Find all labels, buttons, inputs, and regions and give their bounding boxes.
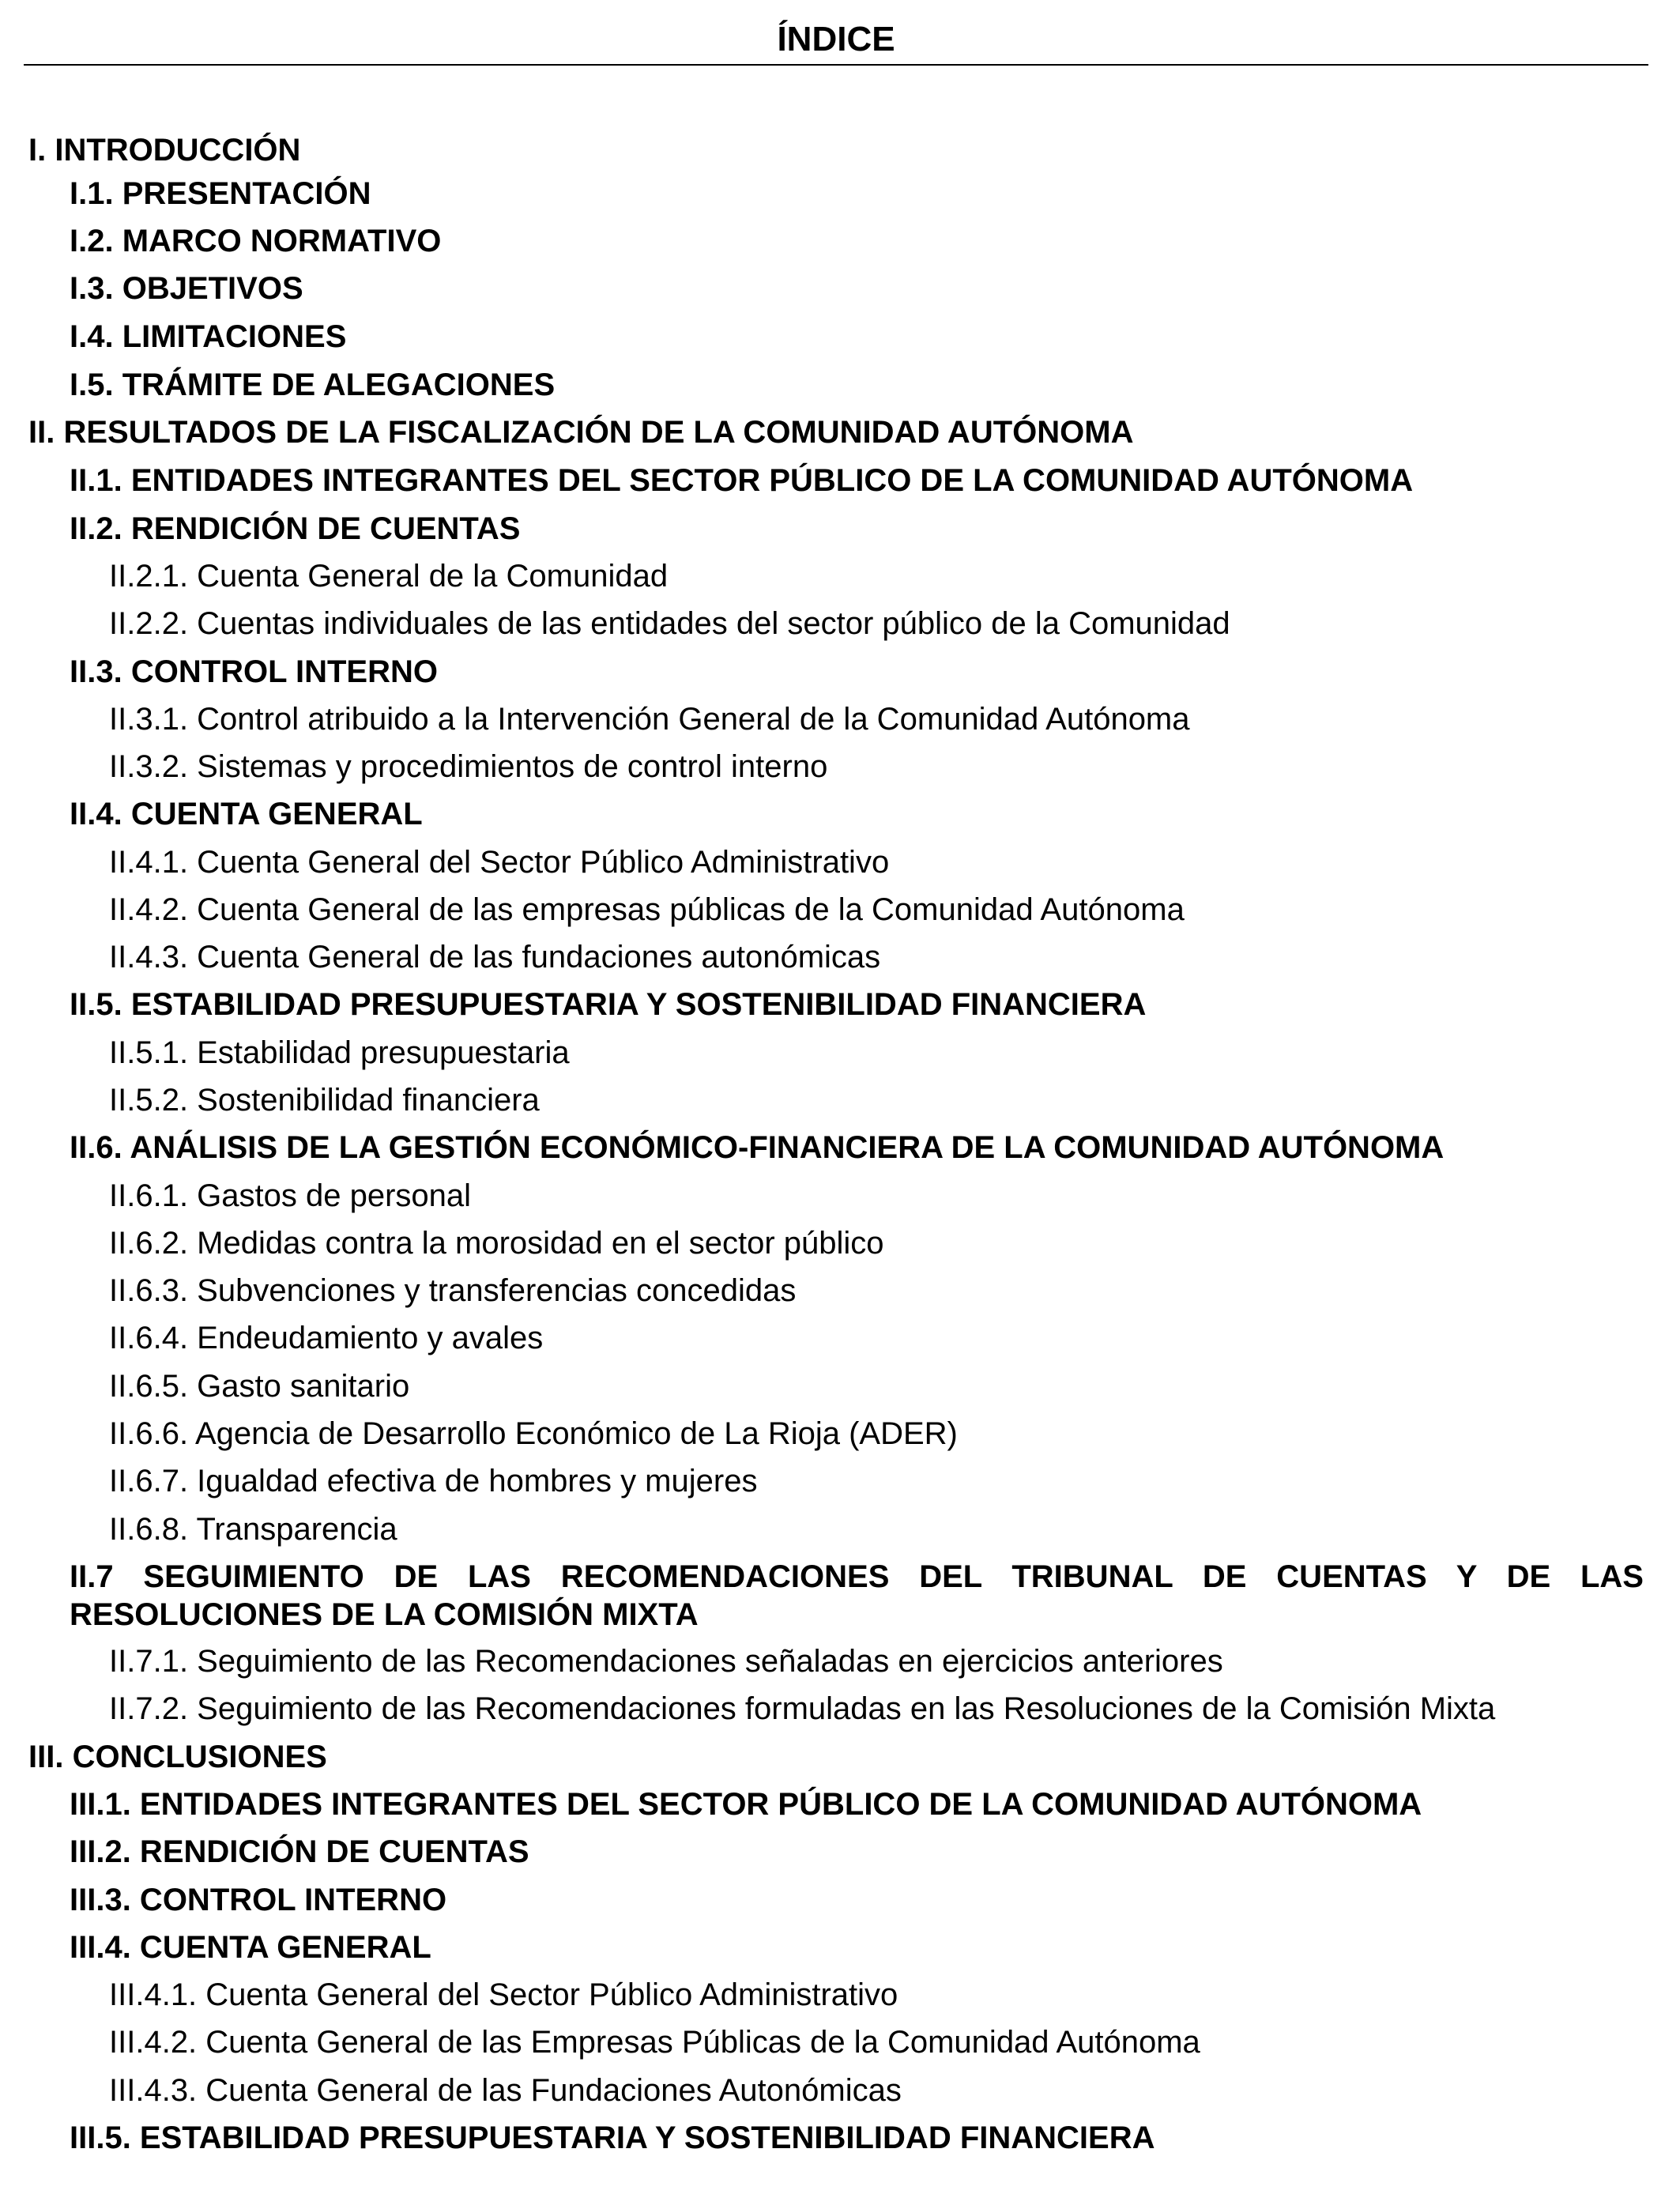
toc-subsection: II.6.8. Transparencia [109, 1512, 397, 1547]
toc-subsection: II.4.2. Cuenta General de las empresas públicas de la Comunidad Autónoma [109, 892, 1185, 927]
toc-subsection: II.6.5. Gasto sanitario [109, 1369, 410, 1404]
title-underline-divider [24, 64, 1648, 66]
toc-section: III.5. ESTABILIDAD PRESUPUESTARIA Y SOSTENIBILIDAD FINANCIERA [70, 2120, 1155, 2155]
toc-chapter: I. INTRODUCCIÓN [28, 133, 301, 168]
toc-chapter: III. CONCLUSIONES [28, 1740, 327, 1774]
toc-subsection: II.5.2. Sostenibilidad financiera [109, 1083, 540, 1118]
toc-section: I.1. PRESENTACIÓN [70, 176, 371, 211]
toc-subsection: II.4.3. Cuenta General de las fundaciones autonómicas [109, 940, 881, 974]
toc-section: II.5. ESTABILIDAD PRESUPUESTARIA Y SOSTENIBILIDAD FINANCIERA [70, 987, 1147, 1022]
toc-section: I.4. LIMITACIONES [70, 319, 347, 354]
toc-section: I.3. OBJETIVOS [70, 271, 303, 306]
toc-subsection: II.6.6. Agencia de Desarrollo Económico de La Rioja (ADER) [109, 1416, 958, 1451]
toc-section: II.2. RENDICIÓN DE CUENTAS [70, 511, 521, 546]
toc-subsection: III.4.1. Cuenta General del Sector Público Administrativo [109, 1977, 898, 2012]
toc-subsection: II.6.2. Medidas contra la morosidad en el sector público [109, 1226, 884, 1261]
toc-chapter: II. RESULTADOS DE LA FISCALIZACIÓN DE LA COMUNIDAD AUTÓNOMA [28, 415, 1134, 450]
toc-section: I.5. TRÁMITE DE ALEGACIONES [70, 368, 556, 402]
toc-section: II.4. CUENTA GENERAL [70, 797, 423, 831]
toc-subsection: II.5.1. Estabilidad presupuestaria [109, 1035, 570, 1070]
toc-subsection: II.7.1. Seguimiento de las Recomendaciones señaladas en ejercicios anteriores [109, 1644, 1223, 1679]
toc-section: II.3. CONTROL INTERNO [70, 654, 438, 689]
toc-subsection: II.2.1. Cuenta General de la Comunidad [109, 559, 669, 594]
toc-section: III.2. RENDICIÓN DE CUENTAS [70, 1834, 529, 1869]
toc-subsection: II.7.2. Seguimiento de las Recomendaciones formuladas en las Resoluciones de la Comisión Mixta [109, 1691, 1496, 1726]
toc-section: II.1. ENTIDADES INTEGRANTES DEL SECTOR PÚBLICO DE LA COMUNIDAD AUTÓNOMA [70, 463, 1414, 498]
toc-subsection: II.6.4. Endeudamiento y avales [109, 1321, 544, 1355]
toc-section: I.2. MARCO NORMATIVO [70, 224, 442, 258]
toc-subsection: III.4.3. Cuenta General de las Fundaciones Autonómicas [109, 2073, 902, 2108]
toc-section: III.3. CONTROL INTERNO [70, 1883, 447, 1917]
toc-subsection: III.4.2. Cuenta General de las Empresas Públicas de la Comunidad Autónoma [109, 2025, 1200, 2060]
toc-section: III.1. ENTIDADES INTEGRANTES DEL SECTOR PÚBLICO DE LA COMUNIDAD AUTÓNOMA [70, 1787, 1422, 1822]
toc-subsection: II.2.2. Cuentas individuales de las entidades del sector público de la Comunidad [109, 606, 1230, 641]
page-title: ÍNDICE [777, 20, 895, 58]
toc-subsection: II.6.7. Igualdad efectiva de hombres y mujeres [109, 1464, 758, 1498]
toc-subsection: II.6.1. Gastos de personal [109, 1178, 472, 1213]
toc-section: II.7 SEGUIMIENTO DE LAS RECOMENDACIONES DEL TRIBUNAL DE CUENTAS Y DE LAS RESOLUCIONES DE LA COMISIÓN MIXTA [70, 1559, 1644, 1632]
toc-subsection: II.3.1. Control atribuido a la Intervención General de la Comunidad Autónoma [109, 702, 1190, 737]
toc-subsection: II.6.3. Subvenciones y transferencias concedidas [109, 1273, 797, 1308]
toc-subsection: II.3.2. Sistemas y procedimientos de control interno [109, 749, 828, 784]
toc-section: II.6. ANÁLISIS DE LA GESTIÓN ECONÓMICO-FINANCIERA DE LA COMUNIDAD AUTÓNOMA [70, 1130, 1445, 1165]
toc-subsection: II.4.1. Cuenta General del Sector Público Administrativo [109, 845, 890, 880]
toc-section: III.4. CUENTA GENERAL [70, 1930, 431, 1965]
